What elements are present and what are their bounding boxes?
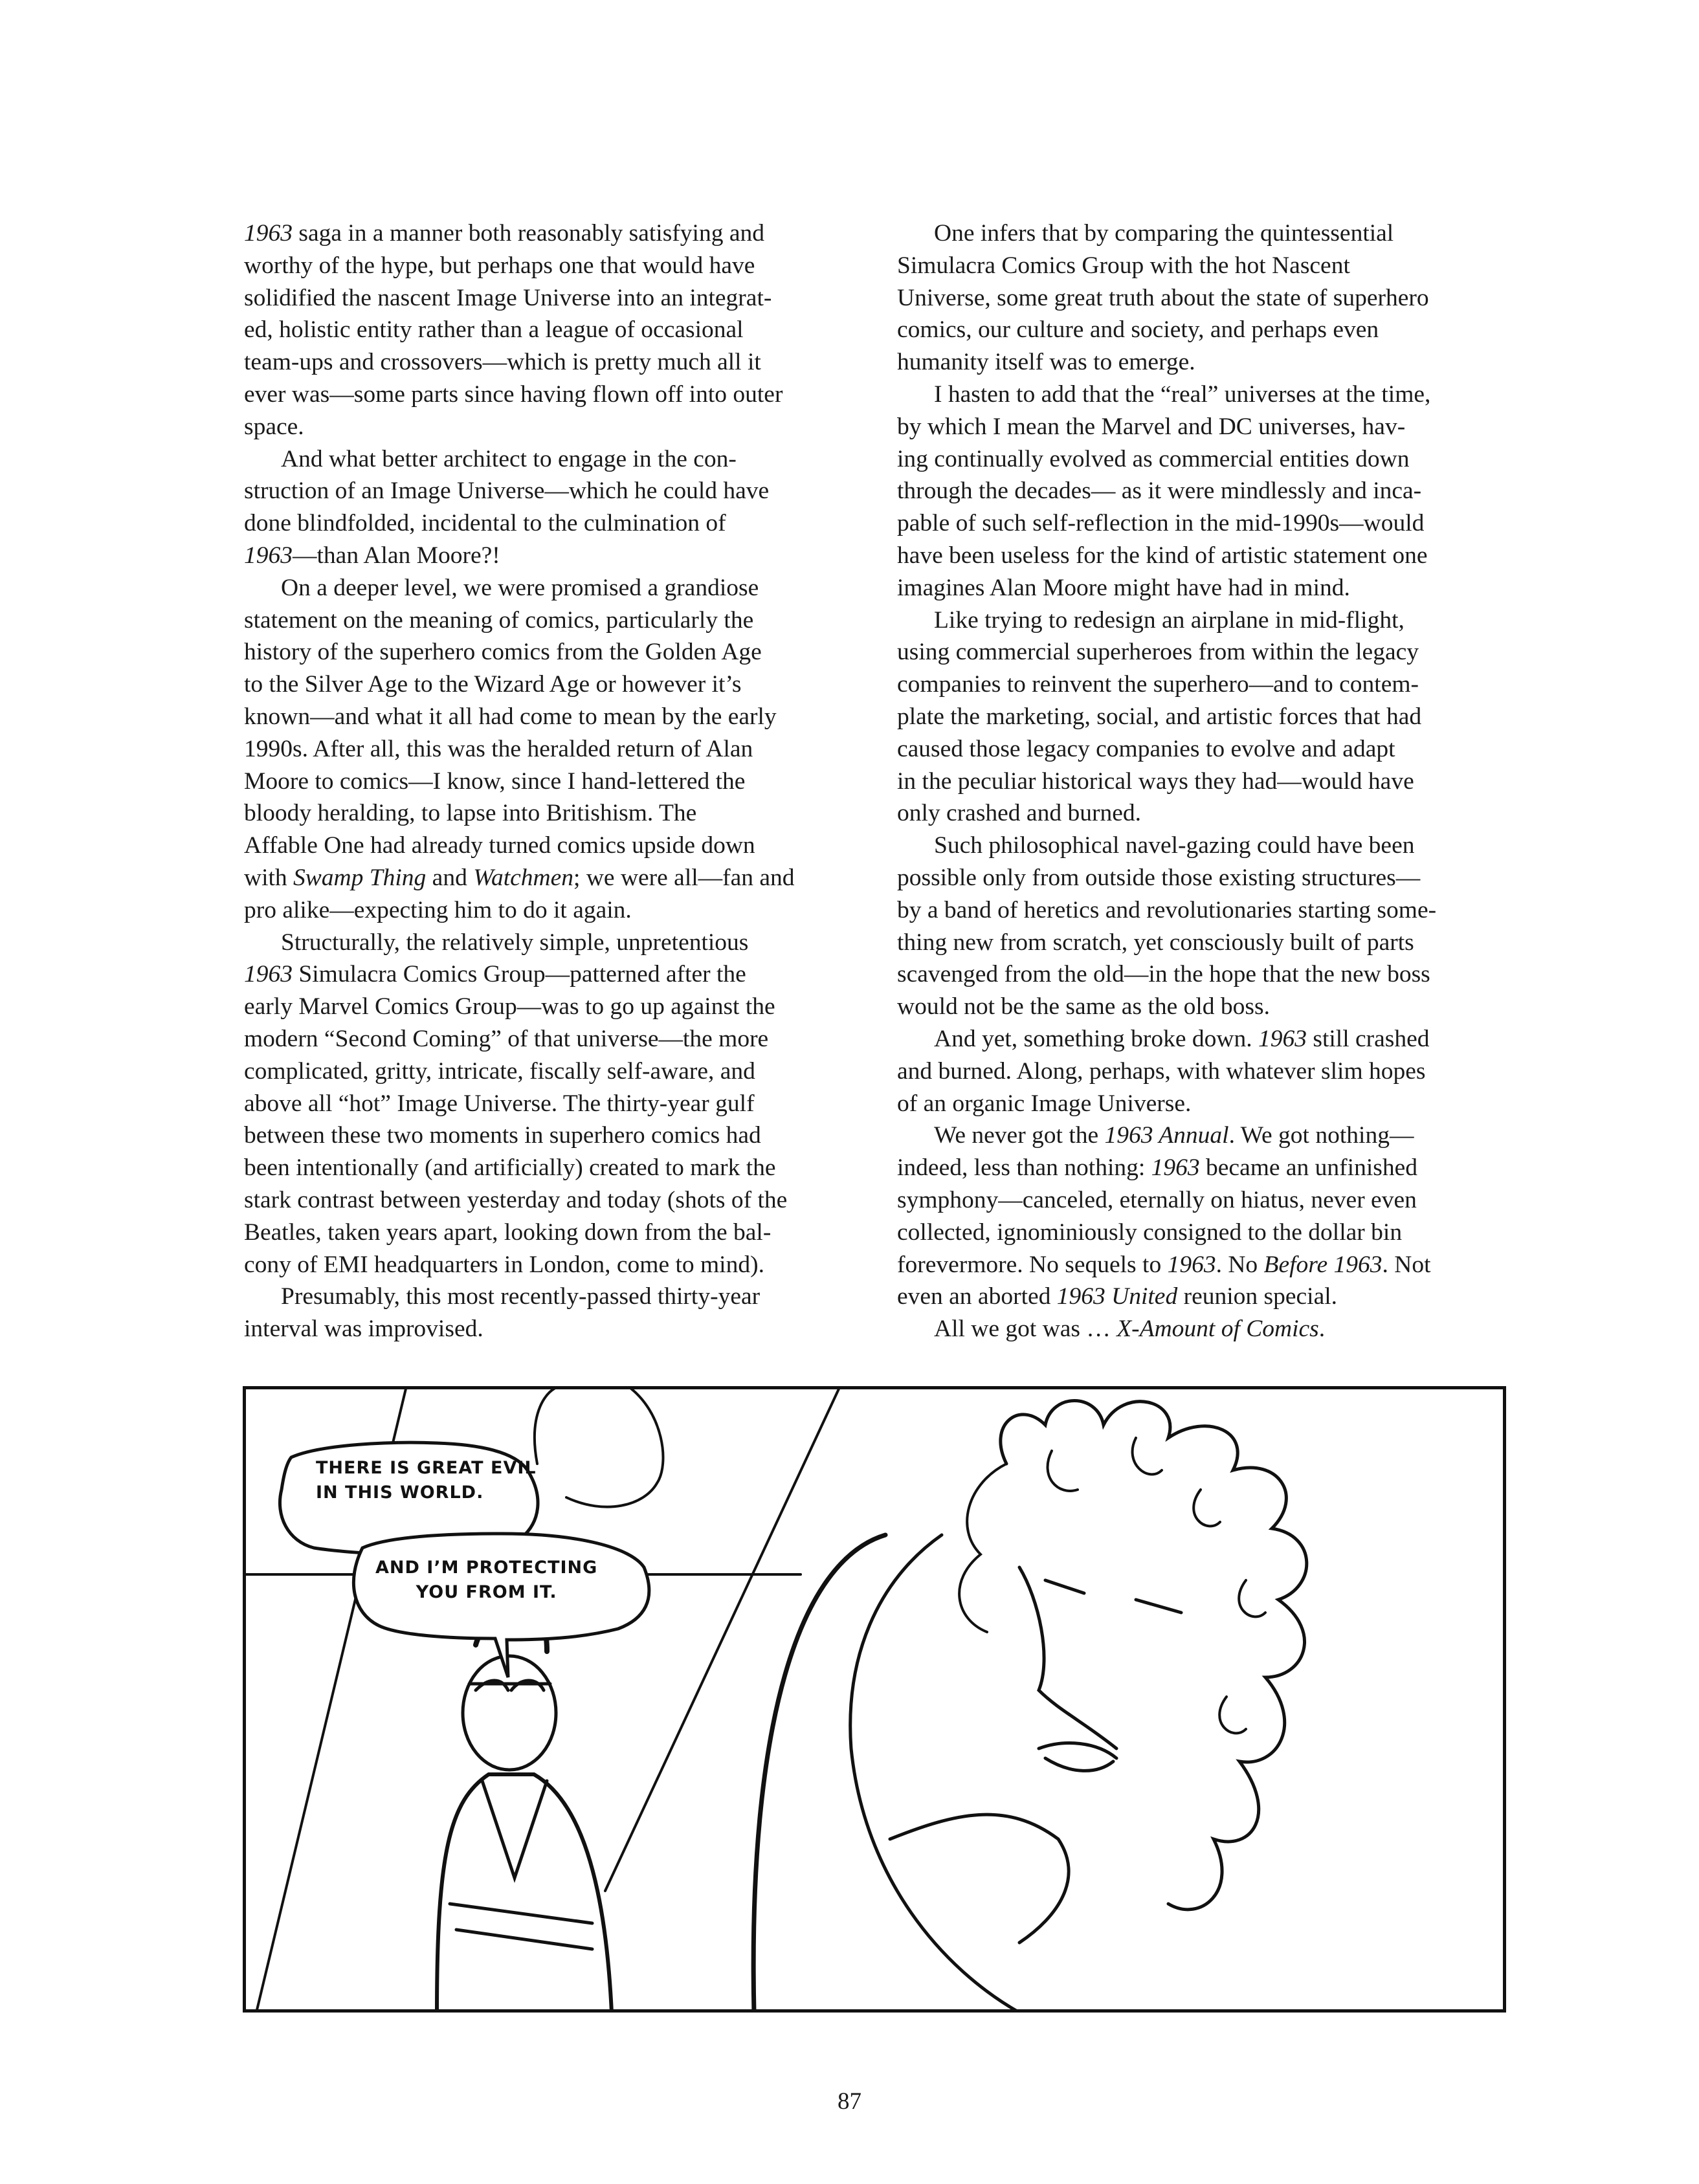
text-line — [244, 314, 865, 346]
text-line — [244, 958, 865, 991]
text-line — [897, 1055, 1518, 1088]
text-run: still crashed — [1306, 1025, 1430, 1052]
text-run: Beatles, taken years apart, looking down from the bal- — [244, 1219, 772, 1246]
text-column-left — [244, 217, 865, 1345]
text-line — [897, 733, 1518, 766]
woman-hair — [1001, 1401, 1307, 1910]
text-line — [897, 1023, 1518, 1055]
text-run: between these two moments in superhero comics had — [244, 1122, 761, 1149]
italic-title: 1963 — [244, 220, 293, 247]
text-run: ed, holistic entity rather than a league of occasional — [244, 316, 744, 344]
text-run: collected, ignominiously consigned to the dollar bin — [897, 1219, 1403, 1246]
text-run: . Not — [1382, 1251, 1431, 1278]
text-run: Such philosophical navel-gazing could have been — [934, 832, 1415, 859]
text-run: space. — [244, 413, 304, 440]
italic-title: 1963 — [1151, 1154, 1200, 1182]
woman-hair-curls — [959, 1438, 1265, 1733]
text-line — [244, 572, 865, 604]
text-run: possible only from outside those existing structures— — [897, 864, 1421, 891]
text-run: early Marvel Comics Group—was to go up against the — [244, 993, 775, 1020]
text-run: solidified the nascent Image Universe into an integrat- — [244, 284, 772, 311]
text-line — [244, 862, 865, 894]
man-robe-folds — [450, 1781, 592, 1949]
speech-balloon-2 — [375, 1556, 597, 1605]
text-run: would not be the same as the old boss. — [897, 993, 1270, 1020]
italic-title: 1963 United — [1056, 1283, 1178, 1310]
italic-title: 1963 — [244, 542, 293, 569]
text-line — [897, 1120, 1518, 1152]
text-run: Presumably, this most recently-passed thirty-year — [281, 1283, 761, 1310]
comic-panel-illustration — [243, 1386, 1506, 2013]
text-line — [897, 1281, 1518, 1313]
text-run: known—and what it all had come to mean by the early — [244, 703, 777, 730]
text-run: bloody heralding, to lapse into Britishism. The — [244, 800, 697, 827]
text-run: done blindfolded, incidental to the culmination of — [244, 510, 726, 537]
text-line — [244, 766, 865, 798]
text-line — [897, 830, 1518, 862]
text-line — [244, 1184, 865, 1217]
text-run: saga in a manner both reasonably satisfying and — [293, 220, 764, 247]
background-line — [605, 1386, 840, 1891]
text-line — [244, 346, 865, 379]
text-run: symphony—canceled, eternally on hiatus, never even — [897, 1186, 1417, 1213]
text-line — [244, 540, 865, 572]
text-line — [897, 540, 1518, 572]
text-run: caused those legacy companies to evolve and adapt — [897, 735, 1395, 762]
text-run: scavenged from the old—in the hope that the new boss — [897, 961, 1430, 988]
text-line — [244, 1313, 865, 1345]
italic-title: 1963 — [1167, 1251, 1216, 1278]
text-run: imagines Alan Moore might have had in mind. — [897, 574, 1350, 601]
man-robe — [437, 1774, 612, 2013]
text-run: and burned. Along, perhaps, with whatever slim hopes — [897, 1057, 1426, 1085]
text-run: Structurally, the relatively simple, unpretentious — [281, 929, 749, 956]
text-line — [244, 1088, 865, 1120]
text-line — [897, 1184, 1518, 1217]
text-line — [244, 1023, 865, 1055]
text-line — [244, 250, 865, 282]
text-run: struction of an Image Universe—which he could have — [244, 478, 770, 505]
text-run: comics, our culture and society, and perhaps even — [897, 316, 1379, 344]
text-line — [244, 475, 865, 507]
text-line — [244, 1249, 865, 1281]
text-run: reunion special. — [1177, 1283, 1338, 1310]
text-line — [244, 1055, 865, 1088]
text-line — [897, 314, 1518, 346]
text-run: been intentionally (and artificially) created to mark the — [244, 1154, 776, 1182]
text-line — [897, 250, 1518, 282]
text-line — [897, 507, 1518, 540]
text-line — [897, 1313, 1518, 1345]
italic-title: Watchmen — [473, 864, 574, 891]
text-run: of an organic Image Universe. — [897, 1090, 1192, 1117]
text-run: using commercial superheroes from within the legacy — [897, 639, 1419, 666]
text-run: All we got was … — [934, 1316, 1117, 1343]
text-run: 1990s. After all, this was the heralded return of Alan — [244, 735, 753, 762]
text-line — [897, 668, 1518, 701]
text-run: statement on the meaning of comics, particularly the — [244, 606, 754, 634]
text-line — [244, 282, 865, 314]
text-run: with — [244, 864, 294, 891]
text-line — [244, 991, 865, 1023]
text-run: . No — [1216, 1251, 1264, 1278]
text-line — [897, 572, 1518, 604]
text-run: —than Alan Moore?! — [293, 542, 500, 569]
text-line — [897, 701, 1518, 733]
text-run: thing new from scratch, yet consciously built of parts — [897, 929, 1414, 956]
balloon-2-line-2: YOU FROM IT. — [416, 1582, 557, 1602]
background-balloon-shape — [535, 1386, 663, 1507]
text-line — [897, 1152, 1518, 1184]
text-run: . We got nothing— — [1228, 1122, 1414, 1149]
figure-back-outline — [753, 1535, 885, 2013]
text-line — [244, 1281, 865, 1313]
text-line — [897, 443, 1518, 476]
text-run: Simulacra Comics Group with the hot Nascent — [897, 252, 1350, 279]
text-line — [244, 894, 865, 927]
italic-title: 1963 — [244, 961, 293, 988]
text-run: indeed, less than nothing: — [897, 1154, 1151, 1182]
text-line — [244, 636, 865, 668]
text-line — [897, 636, 1518, 668]
text-line — [244, 411, 865, 443]
text-run: ; we were all—fan and — [573, 864, 795, 891]
text-line — [897, 862, 1518, 894]
text-line — [897, 217, 1518, 250]
text-line — [244, 701, 865, 733]
text-line — [244, 443, 865, 476]
text-run: On a deeper level, we were promised a grandiose — [281, 574, 759, 601]
text-line — [897, 927, 1518, 959]
text-run: interval was improvised. — [244, 1316, 483, 1343]
text-column-right — [897, 217, 1518, 1345]
text-run: We never got the — [934, 1122, 1105, 1149]
woman-mouth — [1039, 1743, 1116, 1771]
text-run: ever was—some parts since having flown off into outer — [244, 381, 783, 408]
text-run: Affable One had already turned comics upside down — [244, 832, 755, 859]
text-line — [897, 766, 1518, 798]
text-run: worthy of the hype, but perhaps one that would have — [244, 252, 755, 279]
text-run: became an unfinished — [1199, 1154, 1417, 1182]
text-line — [897, 991, 1518, 1023]
text-line — [244, 830, 865, 862]
text-run: by which I mean the Marvel and DC universes, hav- — [897, 413, 1406, 440]
text-run: I hasten to add that the “real” universes at the time, — [934, 381, 1431, 408]
text-line — [897, 1217, 1518, 1249]
speech-balloon-1 — [316, 1456, 537, 1505]
text-run: forevermore. No sequels to — [897, 1251, 1168, 1278]
text-run: through the decades— as it were mindlessly and inca- — [897, 478, 1422, 505]
text-run: in the peculiar historical ways they had—would have — [897, 767, 1414, 795]
text-run: Moore to comics—I know, since I hand-lettered the — [244, 767, 746, 795]
text-run: and — [426, 864, 474, 891]
page-number: 87 — [838, 2088, 861, 2115]
text-run: companies to reinvent the superhero—and to contem- — [897, 671, 1419, 698]
text-line — [244, 733, 865, 766]
italic-title: Before 1963 — [1263, 1251, 1383, 1278]
text-line — [897, 1088, 1518, 1120]
text-line — [244, 507, 865, 540]
text-run: pable of such self-reflection in the mid-1990s—would — [897, 510, 1425, 537]
text-line — [897, 379, 1518, 411]
text-run: And what better architect to engage in the con- — [281, 445, 737, 472]
text-line — [897, 797, 1518, 830]
figure-shoulder-outline — [850, 1535, 1019, 2013]
text-line — [897, 475, 1518, 507]
text-run: humanity itself was to emerge. — [897, 349, 1195, 376]
text-line — [897, 411, 1518, 443]
text-run: ing continually evolved as commercial entities down — [897, 445, 1410, 472]
text-run: history of the superhero comics from the Golden Age — [244, 639, 762, 666]
text-run: by a band of heretics and revolutionaries starting some- — [897, 896, 1437, 923]
text-run: . — [1318, 1316, 1326, 1343]
text-run: even an aborted — [897, 1283, 1057, 1310]
text-line — [897, 604, 1518, 637]
italic-title: Swamp Thing — [293, 864, 427, 891]
balloon-1-line-1: THERE IS GREAT EVIL — [316, 1458, 537, 1478]
text-line — [244, 1217, 865, 1249]
text-run: complicated, gritty, intricate, fiscally self-aware, and — [244, 1057, 755, 1085]
text-run: Simulacra Comics Group—patterned after the — [293, 961, 746, 988]
text-line — [244, 217, 865, 250]
text-line — [244, 1152, 865, 1184]
text-line — [897, 1249, 1518, 1281]
text-run: above all “hot” Image Universe. The thirty-year gulf — [244, 1090, 755, 1117]
text-run: have been useless for the kind of artistic statement one — [897, 542, 1428, 569]
text-line — [244, 604, 865, 637]
text-line — [244, 379, 865, 411]
text-line — [244, 1120, 865, 1152]
text-run: modern “Second Coming” of that universe—the more — [244, 1025, 769, 1052]
balloon-1-line-2: IN THIS WORLD. — [316, 1483, 484, 1503]
text-run: to the Silver Age to the Wizard Age or however it’s — [244, 671, 742, 698]
text-line — [897, 282, 1518, 314]
woman-hand — [890, 1814, 1069, 1943]
italic-title: 1963 — [1258, 1025, 1307, 1052]
text-run: And yet, something broke down. — [934, 1025, 1258, 1052]
text-run: plate the marketing, social, and artistic forces that had — [897, 703, 1422, 730]
text-run: only crashed and burned. — [897, 800, 1141, 827]
text-run: Universe, some great truth about the state of superhero — [897, 284, 1429, 311]
text-line — [244, 797, 865, 830]
man-glasses — [469, 1681, 550, 1690]
text-line — [244, 927, 865, 959]
text-line — [897, 958, 1518, 991]
text-line — [897, 346, 1518, 379]
text-line — [244, 668, 865, 701]
text-run: team-ups and crossovers—which is pretty much all it — [244, 349, 761, 376]
italic-title: X-Amount of Comics — [1116, 1316, 1319, 1343]
text-run: cony of EMI headquarters in London, come to mind). — [244, 1251, 764, 1278]
text-run: pro alike—expecting him to do it again. — [244, 896, 632, 923]
italic-title: 1963 Annual — [1104, 1122, 1229, 1149]
woman-face — [1019, 1567, 1181, 1748]
text-run: Like trying to redesign an airplane in mid-flight, — [934, 606, 1405, 634]
text-run: stark contrast between yesterday and today (shots of the — [244, 1186, 788, 1213]
text-line — [897, 894, 1518, 927]
text-run: One infers that by comparing the quintessential — [934, 220, 1394, 247]
balloon-2-line-1: AND I’M PROTECTING — [375, 1558, 598, 1578]
